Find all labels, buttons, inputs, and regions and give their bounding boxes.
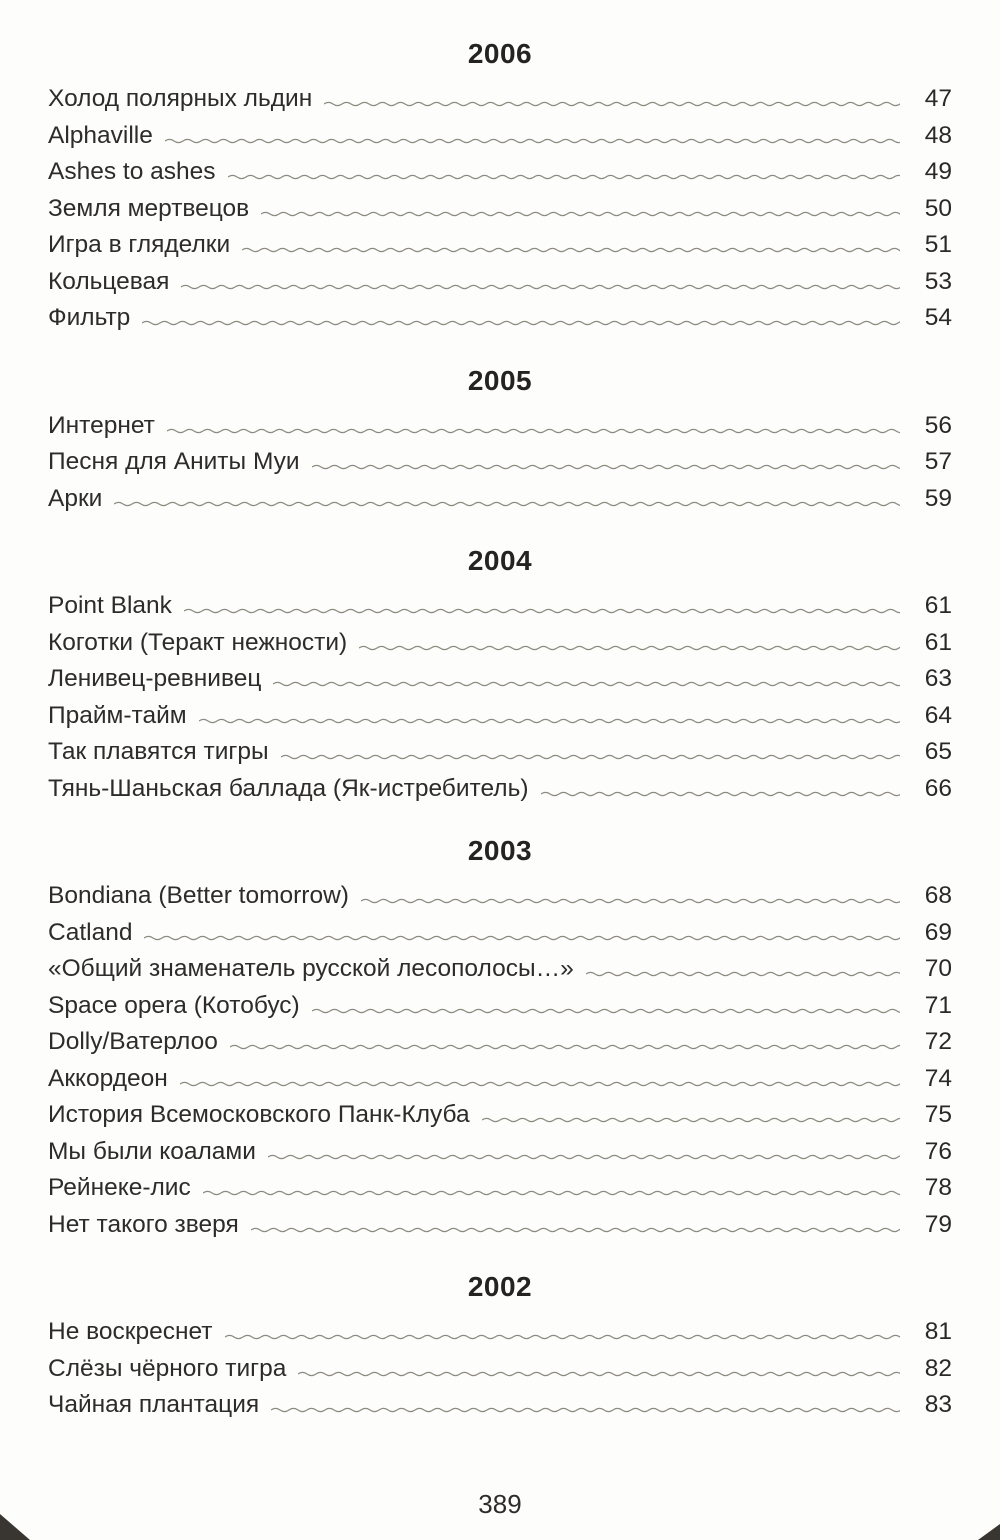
leader-line (225, 1332, 900, 1342)
leader-line (165, 136, 900, 146)
leader-line (541, 789, 901, 799)
entry-title: Alphaville (48, 121, 153, 149)
entry-title: Рейнеке-лис (48, 1174, 191, 1201)
leader-line (271, 1405, 900, 1415)
entry-title: Песня для Аниты Муи (48, 448, 300, 475)
entry-page-number: 64 (924, 701, 952, 729)
toc (48, 36, 952, 1424)
entry-page-number: 63 (924, 665, 952, 692)
entry-title: Интернет (48, 411, 155, 439)
page-number-footer: 389 (478, 1489, 522, 1519)
leader-line (184, 606, 900, 616)
leader-line (361, 896, 900, 906)
leader-line (268, 1152, 900, 1162)
year-heading: 2005 (467, 364, 533, 396)
leader-line (312, 462, 900, 472)
toc-entry (48, 1351, 952, 1388)
entry-page-number: 61 (924, 628, 952, 656)
entry-title: Игра в гляделки (48, 231, 231, 258)
toc-section-2004 (48, 543, 952, 807)
toc-entry (48, 988, 952, 1025)
toc-entry (48, 915, 952, 952)
entry-page-number: 75 (924, 1101, 952, 1128)
toc-entry (48, 1387, 952, 1424)
entry-page-number: 50 (924, 194, 952, 222)
toc-entry (48, 1061, 952, 1098)
entry-title: Фильтр (48, 304, 131, 331)
toc-entry (48, 771, 952, 808)
toc-entry (48, 81, 952, 118)
leader-line (167, 426, 900, 436)
leader-line (273, 679, 900, 689)
leader-line (482, 1115, 900, 1125)
toc-entry (48, 1207, 952, 1244)
toc-entry (48, 1024, 952, 1061)
entry-page-number: 69 (924, 918, 952, 946)
entry-page-number: 53 (924, 267, 952, 295)
entry-title: Ashes to ashes (48, 158, 216, 185)
toc-section-2005 (48, 363, 952, 518)
leader-line (359, 643, 900, 653)
toc-section-2002 (48, 1269, 952, 1424)
entry-title: Чайная плантация (48, 1391, 260, 1418)
entry-title: Кольцевая (48, 267, 170, 295)
entry-page-number: 47 (924, 85, 952, 112)
entry-page-number: 59 (924, 484, 952, 512)
entry-page-number: 49 (924, 158, 952, 185)
toc-entry (48, 118, 952, 155)
entry-title: Bondiana (Better tomorrow) (48, 882, 349, 909)
entry-page-number: 48 (924, 121, 952, 149)
toc-entry (48, 1097, 952, 1134)
entry-title: История Всемосковского Панк-Клуба (48, 1101, 470, 1128)
year-heading: 2006 (467, 38, 533, 69)
entry-title: Не воскреснет (48, 1318, 213, 1345)
entry-page-number: 83 (924, 1391, 952, 1418)
entry-page-number: 72 (924, 1028, 952, 1055)
toc-section-2003 (48, 833, 952, 1243)
entry-page-number: 82 (924, 1354, 952, 1382)
leader-line (199, 716, 900, 726)
toc-entry (48, 1170, 952, 1207)
entry-title: Слёзы чёрного тигра (48, 1354, 287, 1382)
leader-line (312, 1006, 900, 1016)
toc-entry (48, 588, 952, 625)
leader-line (261, 209, 900, 219)
entry-title: Мы были коалами (48, 1137, 256, 1165)
toc-entry (48, 1314, 952, 1351)
leader-line (181, 282, 900, 292)
entry-page-number: 54 (924, 304, 952, 331)
entry-page-number: 66 (924, 774, 952, 802)
toc-entry (48, 698, 952, 735)
toc-entry (48, 444, 952, 481)
entry-title: Арки (48, 484, 103, 512)
entry-title: Аккордеон (48, 1064, 168, 1092)
leader-line (242, 245, 900, 255)
leader-line (230, 1042, 900, 1052)
leader-line (324, 99, 900, 109)
entry-page-number: 61 (924, 592, 952, 619)
leader-line (586, 969, 900, 979)
entry-page-number: 65 (924, 738, 952, 765)
entry-title: Тянь-Шаньская баллада (Як-истребитель) (48, 774, 529, 802)
entry-title: Ленивец-ревнивец (48, 665, 262, 692)
entry-page-number: 57 (924, 448, 952, 475)
entry-page-number: 79 (924, 1210, 952, 1238)
entry-page-number: 51 (924, 231, 952, 258)
leader-line (114, 499, 900, 509)
leader-line (142, 318, 900, 328)
leader-line (298, 1369, 900, 1379)
leader-line (180, 1079, 900, 1089)
entry-page-number: 70 (924, 955, 952, 982)
leader-line (251, 1225, 900, 1235)
entry-page-number: 78 (924, 1174, 952, 1201)
toc-entry (48, 481, 952, 518)
toc-entry (48, 625, 952, 662)
entry-title: Так плавятся тигры (48, 738, 269, 765)
toc-entry (48, 408, 952, 445)
toc-entry (48, 951, 952, 988)
entry-title: «Общий знаменатель русской лесополосы…» (48, 955, 574, 982)
entry-title: Catland (48, 918, 133, 946)
toc-entry (48, 300, 952, 337)
entry-page-number: 56 (924, 411, 952, 439)
toc-section-2006 (48, 36, 952, 337)
entry-page-number: 68 (924, 882, 952, 909)
toc-entry (48, 661, 952, 698)
entry-page-number: 74 (924, 1064, 952, 1092)
year-heading: 2002 (467, 1271, 533, 1302)
entry-title: Dolly/Ватерлоо (48, 1028, 218, 1055)
scan-corner-artifact-right (978, 1524, 1000, 1540)
toc-entry (48, 154, 952, 191)
entry-page-number: 76 (924, 1137, 952, 1165)
year-heading: 2003 (467, 835, 533, 866)
year-heading: 2004 (467, 545, 533, 576)
leader-line (203, 1188, 900, 1198)
toc-entry (48, 227, 952, 264)
toc-entry (48, 191, 952, 228)
entry-title: Point Blank (48, 592, 172, 619)
entry-title: Холод полярных льдин (48, 85, 313, 112)
scan-corner-artifact-left (0, 1514, 30, 1540)
entry-page-number: 71 (924, 991, 952, 1019)
entry-title: Нет такого зверя (48, 1210, 239, 1238)
toc-entry (48, 264, 952, 301)
entry-title: Space opera (Котобус) (48, 991, 300, 1019)
entry-page-number: 81 (924, 1318, 952, 1345)
toc-entry (48, 1134, 952, 1171)
leader-line (144, 933, 900, 943)
toc-entry (48, 734, 952, 771)
toc-entry (48, 878, 952, 915)
leader-line (281, 752, 900, 762)
entry-title: Прайм-тайм (48, 701, 187, 729)
entry-title: Земля мертвецов (48, 194, 250, 222)
entry-title: Коготки (Теракт нежности) (48, 628, 348, 656)
leader-line (228, 172, 900, 182)
